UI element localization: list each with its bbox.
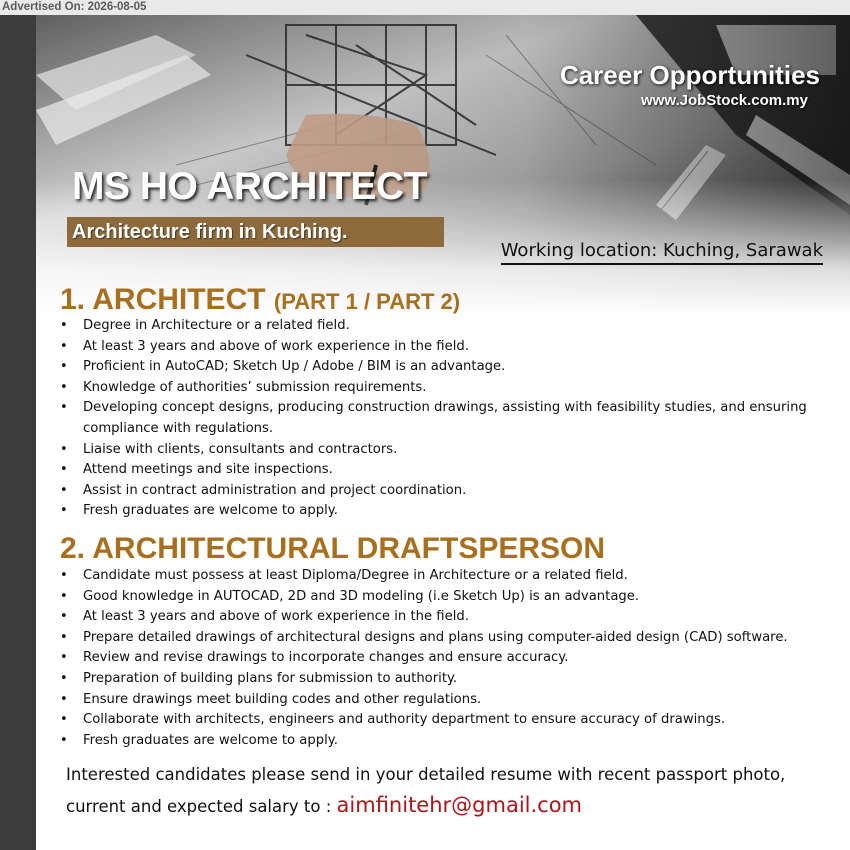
list-item: • Fresh graduates are welcome to apply. bbox=[60, 501, 830, 522]
list-item: • Preparation of building plans for submission to authority. bbox=[60, 669, 830, 690]
list-item: • Degree in Architecture or a related field. bbox=[60, 316, 830, 337]
section-draftsperson-title: 2. ARCHITECTURAL DRAFTSPERSON bbox=[60, 532, 606, 565]
section-architect-heading: 1. ARCHITECT bbox=[60, 283, 266, 316]
list-item: • Review and revise drawings to incorporate changes and ensure accuracy. bbox=[60, 648, 830, 669]
advertised-bar bbox=[0, 0, 850, 15]
list-item: • Assist in contract administration and project coordination. bbox=[60, 481, 830, 502]
list-item: • Liaise with clients, consultants and contractors. bbox=[60, 440, 830, 461]
draftsperson-requirements bbox=[60, 566, 830, 751]
list-item: • Developing concept designs, producing construction drawings, assisting with feasibility studies, and ensuring compliance with regulations. bbox=[60, 398, 830, 439]
instructions-line-1: Interested candidates please send in your detailed resume with recent passport photo, bbox=[66, 765, 786, 784]
list-item: • At least 3 years and above of work experience in the field. bbox=[60, 607, 830, 628]
left-strip bbox=[0, 15, 36, 850]
architect-requirements bbox=[60, 316, 830, 522]
working-location: Working location: Kuching, Sarawak bbox=[501, 239, 823, 265]
job-poster bbox=[36, 15, 850, 850]
company-tagline: Architecture firm in Kuching. bbox=[72, 221, 348, 243]
list-item: • Attend meetings and site inspections. bbox=[60, 460, 830, 481]
instructions-line-2-text: current and expected salary to : bbox=[66, 797, 332, 816]
list-item: • Ensure drawings meet building codes and other regulations. bbox=[60, 690, 830, 711]
list-item: • Knowledge of authorities’ submission requirements. bbox=[60, 378, 830, 399]
list-item: • Proficient in AutoCAD; Sketch Up / Adobe / BIM is an advantage. bbox=[60, 357, 830, 378]
contact-email[interactable]: aimfinitehr@gmail.com bbox=[336, 793, 583, 817]
instructions-line-2 bbox=[66, 790, 836, 822]
company-name: MS HO ARCHITECT bbox=[72, 165, 428, 208]
list-item: • Collaborate with architects, engineers and authority department to ensure accuracy of drawings. bbox=[60, 710, 830, 731]
list-item: • Fresh graduates are welcome to apply. bbox=[60, 731, 830, 752]
section-architect-subheading: (PART 1 / PART 2) bbox=[273, 289, 461, 314]
advertised-date: Advertised On: 2026-08-05 bbox=[2, 1, 147, 13]
career-opportunities-title: Career Opportunities bbox=[559, 60, 820, 90]
career-website: www.JobStock.com.my bbox=[641, 92, 808, 109]
list-item: • At least 3 years and above of work experience in the field. bbox=[60, 337, 830, 358]
list-item: • Prepare detailed drawings of architectural designs and plans using computer-aided design (CAD) software. bbox=[60, 628, 830, 649]
section-architect-title bbox=[60, 283, 460, 319]
list-item: • Candidate must possess at least Diploma/Degree in Architecture or a related field. bbox=[60, 566, 830, 587]
application-instructions bbox=[66, 760, 836, 822]
list-item: • Good knowledge in AUTOCAD, 2D and 3D modeling (i.e Sketch Up) is an advantage. bbox=[60, 587, 830, 608]
